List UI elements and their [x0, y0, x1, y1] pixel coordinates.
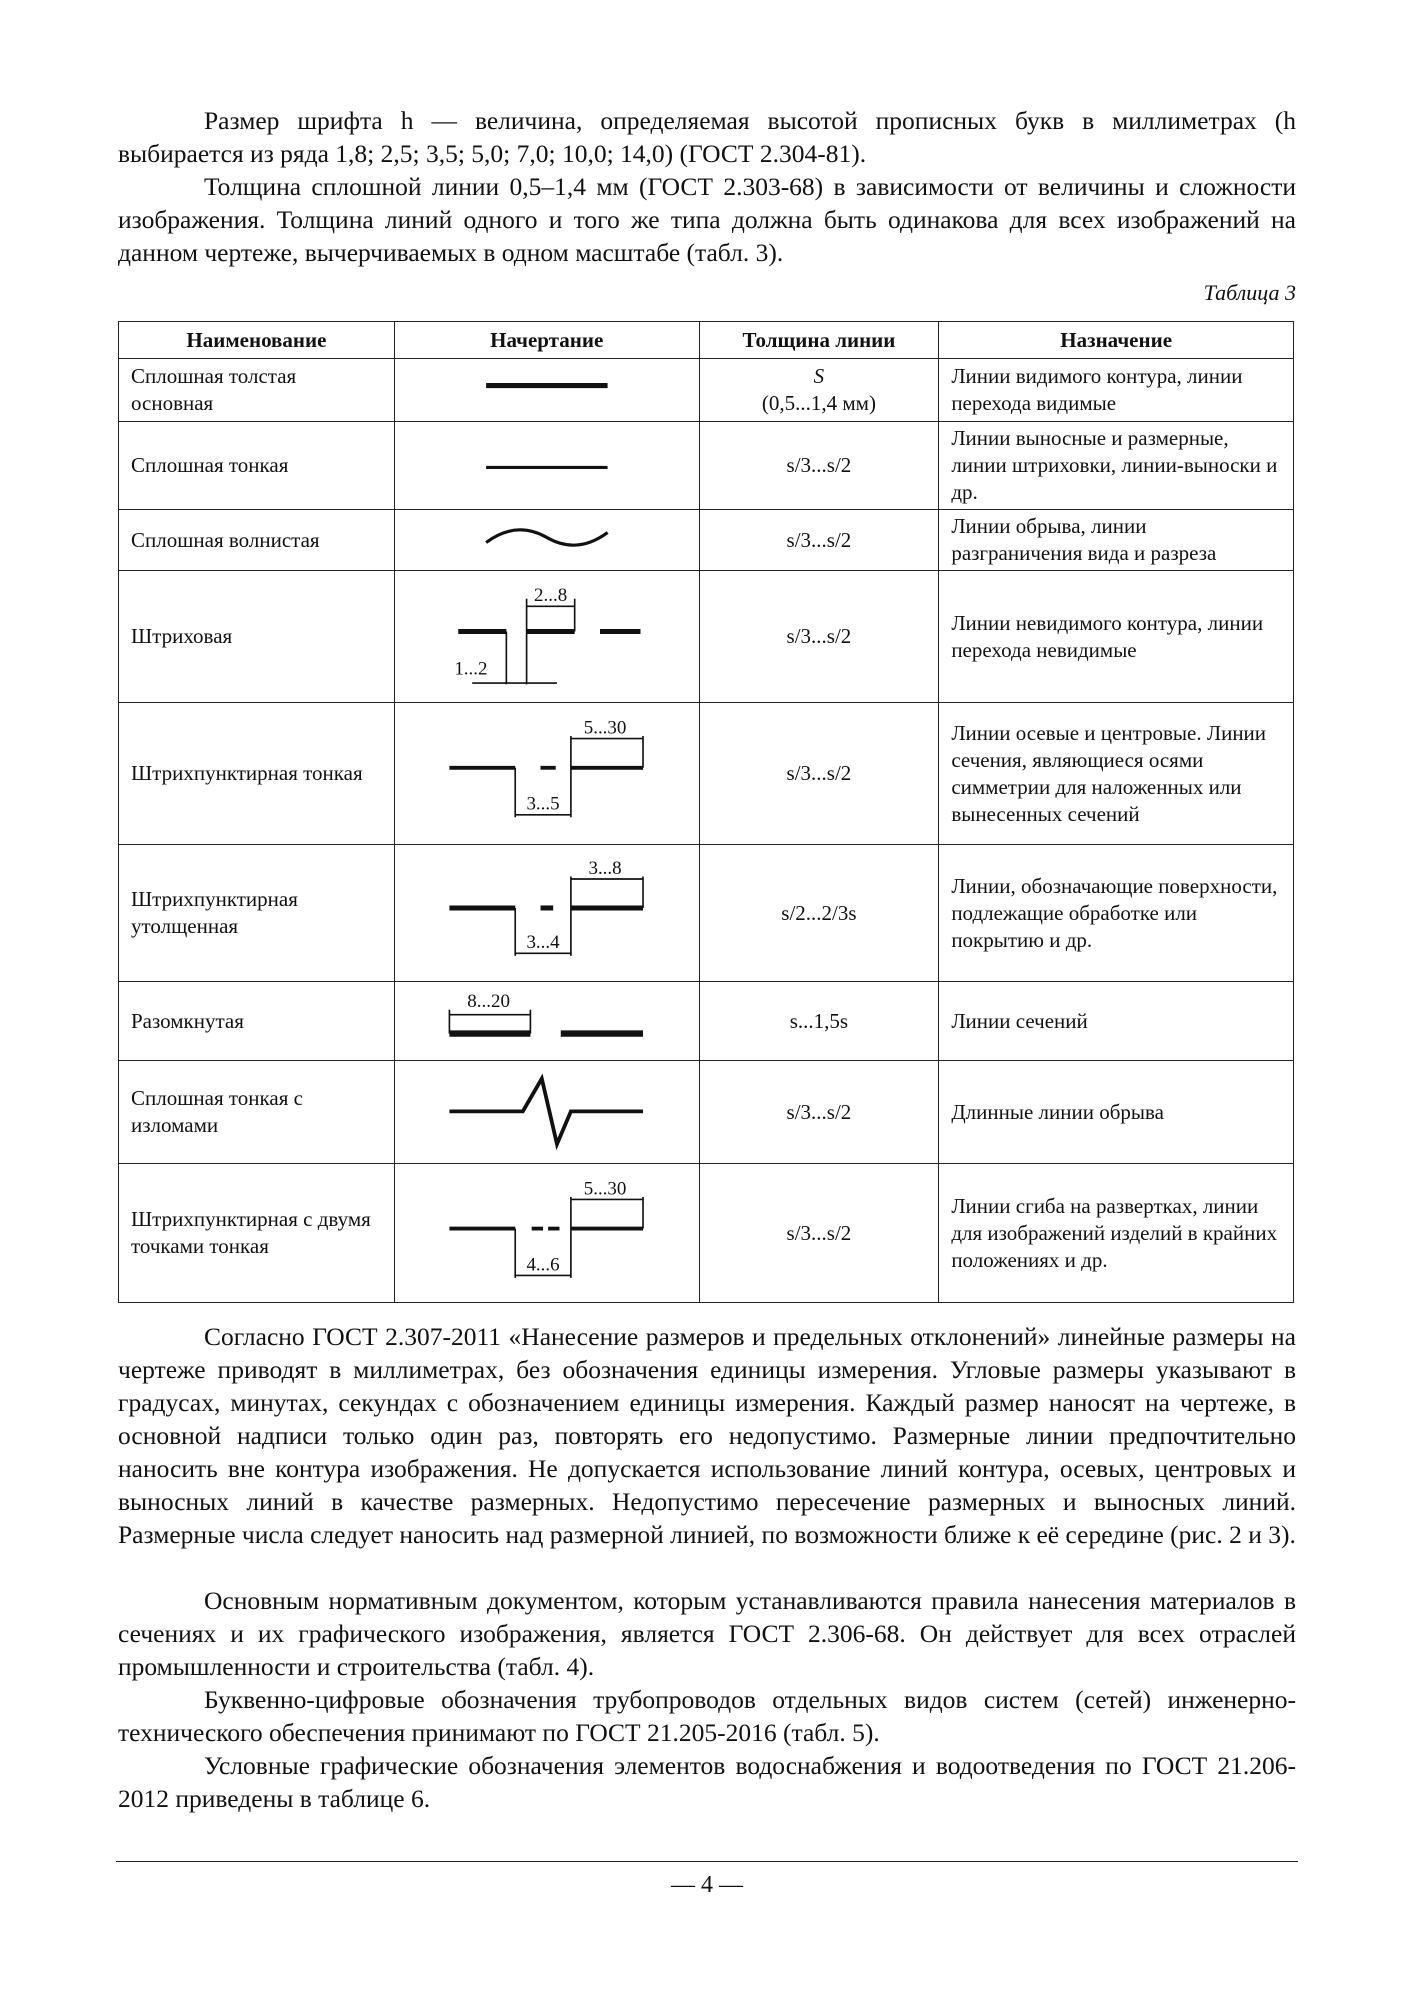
table-row	[119, 1164, 1294, 1303]
thickness-symbol: S	[813, 364, 825, 388]
row-name: Разомкнутая	[119, 982, 395, 1061]
row-name: Штрихпунктирная тонкая	[119, 703, 395, 845]
row-name: Штрихпунктирная утолщенная	[119, 845, 395, 982]
paragraph-line-thickness: Толщина сплошной линии 0,5–1,4 мм (ГОСТ 2.303-68) в зависимости от величины и сложности изображения. Толщина линий одного и того же типа должна быть одинакова для всех изображений на данном чертеже, вычерчиваемых в одном масштабе (табл. 3).	[118, 172, 1296, 267]
line-sample-solid-thin	[394, 422, 699, 510]
table-row	[119, 422, 1294, 510]
row-thickness: s/3...s/2	[699, 510, 939, 571]
paragraph-font-size: Размер шрифта h — величина, определяемая высотой прописных букв в миллиметрах (h выбирается из ряда 1,8; 2,5; 3,5; 5,0; 7,0; 10,0; 14,0) (ГОСТ 2.304-81).	[118, 106, 1296, 168]
row-purpose: Линии сечений	[939, 982, 1294, 1061]
header-thickness: Толщина линии	[699, 322, 939, 359]
table-header-row	[119, 322, 1294, 359]
dim-label-top: 8...20	[467, 991, 510, 1013]
row-purpose: Линии, обозначающие поверхности, подлежащие обработке или покрытию и др.	[939, 845, 1294, 982]
line-sample-dash-double-dot	[394, 1164, 699, 1303]
row-thickness: s/3...s/2	[699, 1164, 939, 1303]
row-purpose: Линии обрыва, линии разграничения вида и разреза	[939, 510, 1294, 571]
row-purpose: Линии видимого контура, линии перехода видимые	[939, 359, 1294, 422]
row-purpose: Линии осевые и центровые. Линии сечения, являющиеся осями симметрии для наложенных или вынесенных сечений	[939, 703, 1294, 845]
dim-label-top: 2...8	[533, 585, 568, 607]
table-row	[119, 510, 1294, 571]
page-number: — 4 —	[671, 1872, 743, 1898]
dim-label-top: 5...30	[583, 1178, 627, 1200]
line-sample-wavy	[394, 510, 699, 571]
line-sample-dash-dot-thin	[394, 703, 699, 845]
dim-label-top: 5...30	[583, 717, 627, 739]
line-sample-dashed	[394, 571, 699, 703]
dim-label-bottom: 3...4	[526, 932, 560, 954]
row-name: Сплошная толстая основная	[119, 359, 395, 422]
dim-label-bottom: 3...5	[526, 793, 560, 815]
paragraph-symbols: Условные графические обозначения элементов водоснабжения и водоотведения по ГОСТ 21.206-2012 приведены в таблице 6.	[118, 1751, 1296, 1813]
header-name: Наименование	[119, 322, 395, 359]
row-name: Сплошная тонкая с изломами	[119, 1061, 395, 1164]
row-thickness: s/3...s/2	[699, 1061, 939, 1164]
table-row	[119, 571, 1294, 703]
row-thickness: s...1,5s	[699, 982, 939, 1061]
line-sample-zigzag	[394, 1061, 699, 1164]
row-purpose: Линии выносные и размерные, линии штриховки, линии-выноски и др.	[939, 422, 1294, 510]
table-row	[119, 703, 1294, 845]
thickness-note: (0,5...1,4 мм)	[761, 391, 876, 415]
paragraph-dimensions: Согласно ГОСТ 2.307-2011 «Нанесение размеров и предельных отклонений» линейные размеры на чертеже приводят в миллиметрах, без обозначения единицы измерения. Угловые размеры указывают в градусах, минутах, секундах с обозначением единицы измерения. Каждый размер наносят на чертеже, в основной надписи только один раз, повторять его недопустимо. Размерные линии предпочтительно наносить вне контура изображения. Не допускается использование линий контура, осевых, центровых и выносных линий в качестве размерных. Недопустимо пересечение размерных и выносных линий. Размерные числа следует наносить над размерной линией, по возможности ближе к её середине (рис. 2 и 3).	[118, 1322, 1296, 1549]
row-thickness	[699, 359, 939, 422]
header-drawing: Начертание	[394, 322, 699, 359]
line-sample-dash-dot-thick	[394, 845, 699, 982]
row-name: Сплошная волнистая	[119, 510, 395, 571]
table-row	[119, 845, 1294, 982]
row-name: Штриховая	[119, 571, 395, 703]
row-name: Штрихпунктирная с двумя точками тонкая	[119, 1164, 395, 1303]
dim-label-bottom: 4...6	[526, 1254, 560, 1276]
row-purpose: Линии сгиба на развертках, линии для изображений изделий в крайних положениях и др.	[939, 1164, 1294, 1303]
row-thickness: s/2...2/3s	[699, 845, 939, 982]
paragraph-sections: Основным нормативным документом, которым устанавливаются правила нанесения материалов в сечениях и их графического изображения, является ГОСТ 2.306-68. Он действует для всех отраслей промышленности и строительства (табл. 4).	[118, 1586, 1296, 1681]
dim-label-bottom: 1...2	[454, 658, 488, 680]
table-row	[119, 359, 1294, 422]
paragraph-pipelines: Буквенно-цифровые обозначения трубопроводов отдельных видов систем (сетей) инженерно-технического обеспечения принимают по ГОСТ 21.205-2016 (табл. 5).	[118, 1685, 1296, 1747]
footer-divider	[116, 1861, 1298, 1862]
table-row	[119, 1061, 1294, 1164]
table-caption: Таблица 3	[1203, 280, 1296, 305]
row-thickness: s/3...s/2	[699, 571, 939, 703]
table-row	[119, 982, 1294, 1061]
line-sample-solid-thick	[394, 359, 699, 422]
row-purpose: Длинные линии обрыва	[939, 1061, 1294, 1164]
row-purpose: Линии невидимого контура, линии перехода невидимые	[939, 571, 1294, 703]
row-name: Сплошная тонкая	[119, 422, 395, 510]
line-types-table	[118, 321, 1294, 1303]
header-purpose: Назначение	[939, 322, 1294, 359]
dim-label-top: 3...8	[588, 858, 622, 879]
row-thickness: s/3...s/2	[699, 703, 939, 845]
row-thickness: s/3...s/2	[699, 422, 939, 510]
line-sample-open	[394, 982, 699, 1061]
